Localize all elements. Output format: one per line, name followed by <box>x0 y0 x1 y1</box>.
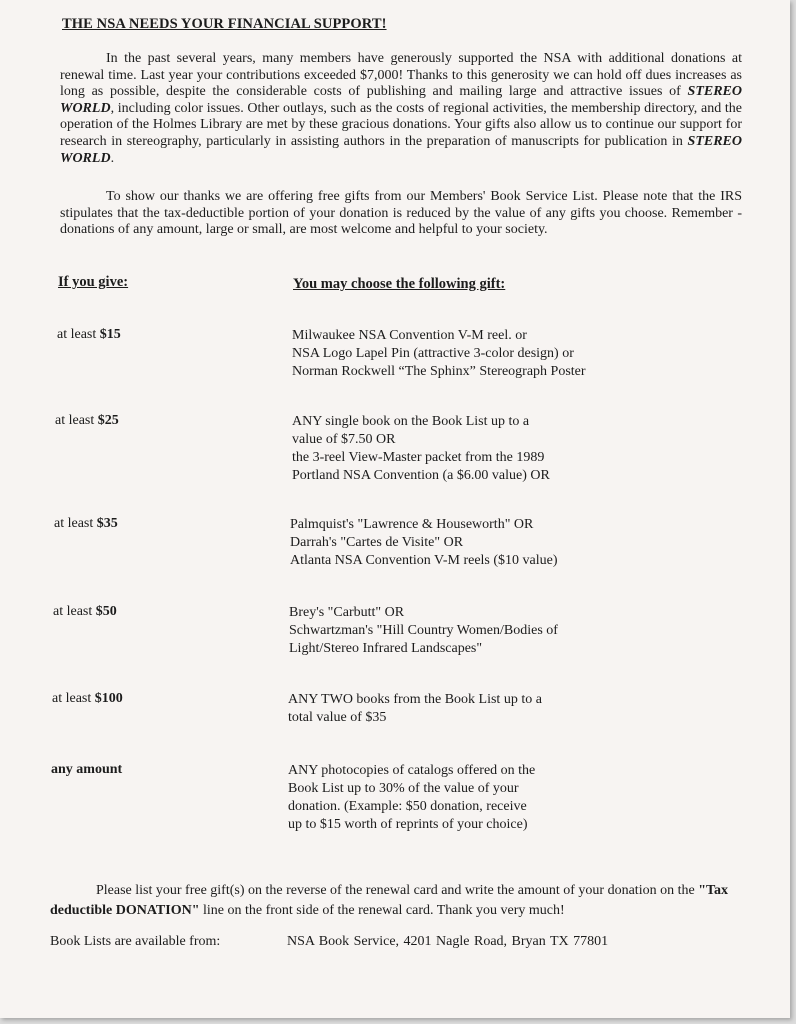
tier-amount: at least $15 <box>57 327 121 342</box>
intro-paragraph <box>60 51 742 167</box>
gift-option: Palmquist's "Lawrence & Houseworth" OR <box>290 517 534 532</box>
closing-paragraph <box>50 881 742 921</box>
tier-amount: at least $25 <box>55 413 119 428</box>
tier-amount: any amount <box>51 762 123 777</box>
tier-gift-list <box>290 516 630 570</box>
gift-option: value of $7.50 OR <box>292 432 396 447</box>
gift-option: Book List up to 30% of the value of your <box>288 781 519 796</box>
tier-gift-list <box>289 604 629 658</box>
tier-gift-list <box>288 762 628 834</box>
tier-amount: at least $50 <box>53 604 117 619</box>
page-title: THE NSA NEEDS YOUR FINANCIAL SUPPORT! <box>62 16 387 32</box>
gift-column-header: You may choose the following gift: <box>293 276 506 292</box>
gift-option: total value of $35 <box>288 710 387 725</box>
magazine-name: STEREO WORLD <box>60 84 742 116</box>
magazine-name: STEREO WORLD <box>60 133 742 166</box>
gift-option: the 3-reel View-Master packet from the 1989 <box>292 450 545 465</box>
gift-option: donation. (Example: $50 donation, receive <box>288 799 527 814</box>
gift-option: Light/Stereo Infrared Landscapes" <box>289 641 483 656</box>
intro-text-3: . <box>110 150 115 166</box>
gift-option: up to $15 worth of reprints of your choice) <box>288 817 528 832</box>
thanks-paragraph: To show our thanks we are offering free gifts from our Members' Book Service List. Please note that the IRS stipulates that the tax-deductible portion of your donation is reduced by the value of any gifts you choose. Remember - donations of any amount, large or small, are most welcome and helpful to your society. <box>60 189 742 238</box>
intro-text-1: In the past several years, many members have generously supported the NSA with additional donations at renewal time. Last year your contributions exceeded $7,000! Thanks to this generosity we can hold off dues increases as long as possible, despite the considerable costs of publishing and mailing large and attractive issues of <box>60 51 742 100</box>
closing-text-1: Please list your free gift(s) on the reverse of the renewal card and write the amount of your donation on the <box>96 883 699 898</box>
tier-amount: at least $100 <box>52 691 123 706</box>
gift-option: Darrah's "Cartes de Visite" OR <box>290 535 464 550</box>
gift-option: ANY TWO books from the Book List up to a <box>288 692 542 707</box>
gift-option: Brey's "Carbutt" OR <box>289 605 405 620</box>
gift-option: NSA Logo Lapel Pin (attractive 3-color design) or <box>292 346 574 361</box>
give-column-header: If you give: <box>58 274 129 290</box>
gift-option: Schwartzman's "Hill Country Women/Bodies of <box>289 623 558 638</box>
gift-option: Milwaukee NSA Convention V-M reel. or <box>292 328 527 343</box>
book-service-address: NSA Book Service, 4201 Nagle Road, Bryan TX 77801 <box>287 934 609 949</box>
donation-line-label: "Tax deductible DONATION" <box>50 883 729 918</box>
tier-gift-list <box>292 413 632 485</box>
book-list-label: Book Lists are available from: <box>50 934 221 949</box>
tier-gift-list <box>288 691 628 727</box>
tier-gift-list <box>292 327 632 381</box>
gift-option: Atlanta NSA Convention V-M reels ($10 value) <box>290 553 558 568</box>
tier-amount: at least $35 <box>54 516 118 531</box>
gift-option: ANY photocopies of catalogs offered on the <box>288 763 536 778</box>
gift-option: Portland NSA Convention (a $6.00 value) OR <box>292 468 550 483</box>
closing-text-2: line on the front side of the renewal card. Thank you very much! <box>199 903 565 918</box>
gift-option: Norman Rockwell “The Sphinx” Stereograph Poster <box>292 364 586 379</box>
gift-option: ANY single book on the Book List up to a <box>292 414 530 429</box>
intro-text-2: , including color issues. Other outlays, such as the costs of regional activities, the membership directory, and the operation of the Holmes Library are met by these gracious donations. Your gifts also allow us to continue our support for research in stereography, particularly in assisting authors in the preparation of manuscripts for publication in <box>60 100 742 149</box>
